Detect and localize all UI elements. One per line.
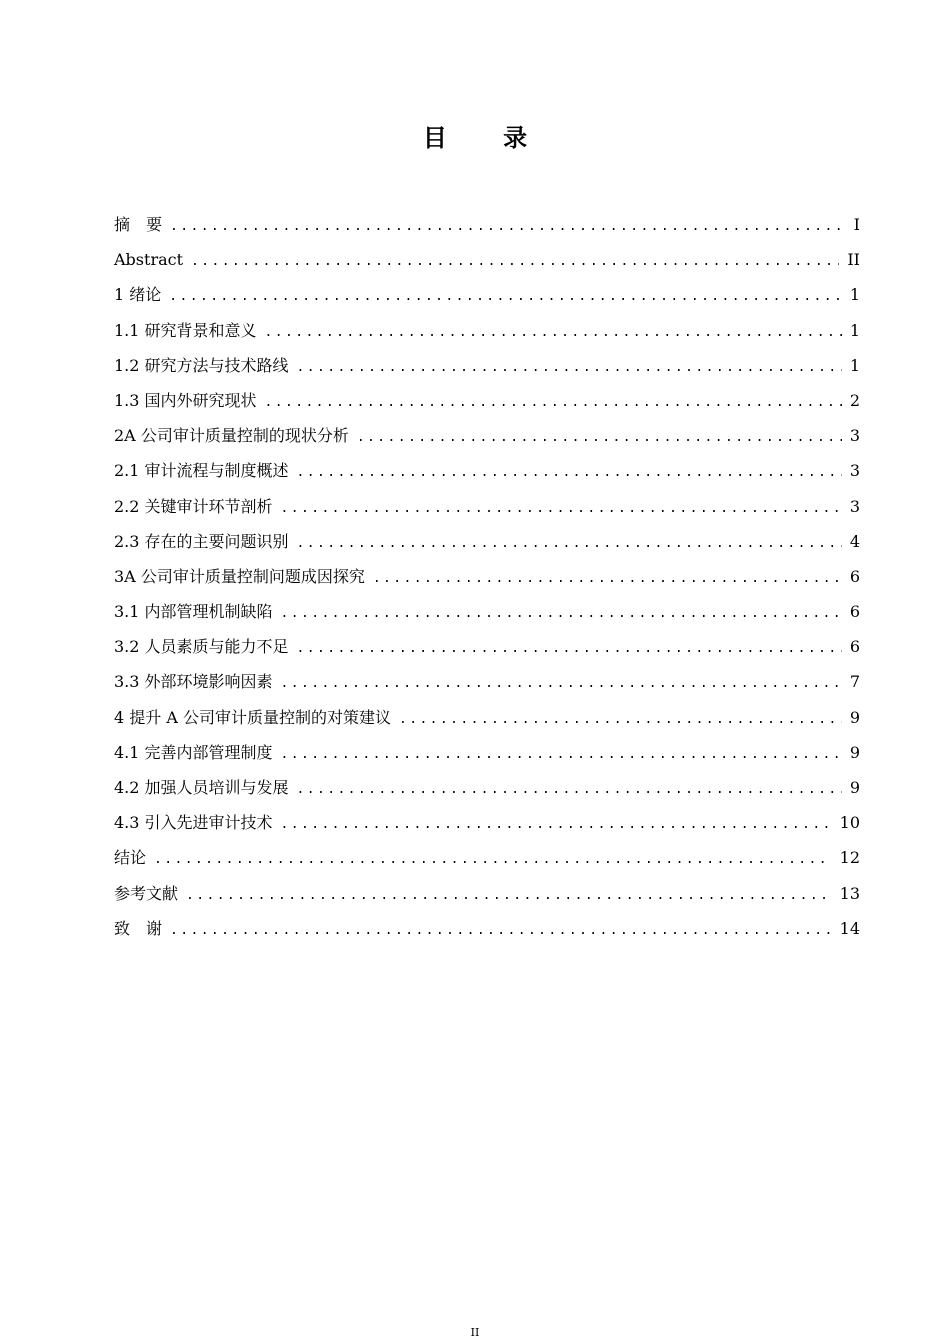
toc-entry-page: 1: [849, 285, 860, 305]
toc-entry-label: 4.3 引入先进审计技术: [114, 813, 273, 833]
toc-entry[interactable]: [114, 876, 860, 911]
toc-leader-dots: [297, 631, 842, 666]
toc-entry-label: 4 提升 A 公司审计质量控制的对策建议: [114, 707, 391, 727]
toc-entry-page: 7: [849, 672, 860, 692]
toc-leader-dots: [170, 913, 832, 948]
toc-leader-dots: [281, 666, 842, 701]
toc-entry-label: 2.3 存在的主要问题识别: [114, 531, 289, 551]
toc-entry[interactable]: [114, 629, 860, 664]
toc-entry-page: 9: [849, 778, 860, 797]
toc-entry-page: 10: [839, 813, 860, 833]
toc-entry[interactable]: [114, 735, 860, 770]
toc-entry-label: 1 绪论: [114, 285, 162, 305]
toc-entry-label: Abstract: [114, 250, 184, 270]
toc-entry[interactable]: [114, 313, 860, 348]
toc-leader-dots: [154, 842, 832, 877]
toc-leader-dots: [281, 596, 842, 631]
page-title: 目 录: [422, 123, 552, 152]
toc-entry-label: 1.3 国内外研究现状: [114, 390, 257, 410]
toc-entry-label: 致 谢: [114, 918, 163, 938]
toc-entry-label: 2.2 关键审计环节剖析: [114, 496, 273, 516]
toc-entry-label: 3.3 外部环境影响因素: [114, 672, 273, 692]
toc-entry[interactable]: [114, 664, 860, 699]
toc-entry[interactable]: [114, 840, 860, 875]
toc-leader-dots: [281, 807, 832, 842]
toc-entry-page: I: [853, 215, 860, 234]
toc-entry-label: 1.1 研究背景和意义: [114, 320, 257, 340]
toc-entry[interactable]: [114, 911, 860, 946]
toc-leader-dots: [281, 737, 842, 772]
toc-entry-page: 3: [849, 426, 860, 446]
toc-leader-dots: [297, 350, 842, 385]
toc-leader-dots: [191, 244, 839, 279]
page-number-footer: II: [470, 1326, 480, 1339]
toc-entry-page: 3: [849, 461, 860, 481]
toc-leader-dots: [297, 455, 842, 490]
toc-leader-dots: [265, 315, 842, 350]
toc-entry-label: 参考文献: [114, 883, 179, 903]
toc-entry-page: 14: [839, 918, 860, 938]
toc-entry[interactable]: [114, 559, 860, 594]
toc-entry-page: 12: [839, 848, 860, 868]
toc-entry[interactable]: [114, 453, 860, 488]
toc-entry[interactable]: [114, 277, 860, 312]
toc-entry-label: 2.1 审计流程与制度概述: [114, 461, 289, 481]
toc-entry[interactable]: [114, 700, 860, 735]
toc-entry-page: 4: [849, 531, 860, 551]
toc-entry-label: 4.1 完善内部管理制度: [114, 742, 273, 762]
toc-entry-page: 1: [849, 355, 860, 375]
toc-entry[interactable]: [114, 770, 860, 805]
toc-entry-page: 6: [849, 566, 860, 586]
toc-entry-label: 3A 公司审计质量控制问题成因探究: [114, 566, 365, 586]
toc-entry-label: 1.2 研究方法与技术路线: [114, 355, 289, 375]
toc-entry[interactable]: [114, 418, 860, 453]
toc-leader-dots: [399, 702, 842, 737]
toc-entry[interactable]: [114, 594, 860, 629]
toc-entry-label: 结论: [114, 848, 147, 868]
toc-entry-page: 6: [849, 602, 860, 622]
toc-leader-dots: [357, 420, 842, 455]
toc-leader-dots: [265, 385, 842, 420]
toc-entry-label: 3.2 人员素质与能力不足: [114, 637, 289, 657]
table-of-contents: [114, 207, 860, 946]
toc-entry[interactable]: [114, 805, 860, 840]
toc-leader-dots: [170, 209, 844, 244]
toc-entry-page: 3: [849, 496, 860, 516]
toc-leader-dots: [281, 491, 842, 526]
toc-leader-dots: [297, 772, 842, 807]
toc-entry[interactable]: [114, 207, 860, 242]
toc-entry-page: 2: [849, 390, 860, 410]
toc-leader-dots: [186, 878, 832, 913]
toc-leader-dots: [373, 561, 842, 596]
toc-entry-label: 2A 公司审计质量控制的现状分析: [114, 426, 349, 446]
toc-entry-page: II: [847, 250, 860, 270]
toc-entry-page: 6: [849, 637, 860, 657]
toc-leader-dots: [169, 279, 842, 314]
toc-entry-label: 4.2 加强人员培训与发展: [114, 778, 289, 797]
toc-entry-page: 1: [849, 320, 860, 340]
toc-entry-label: 摘 要: [114, 215, 163, 234]
toc-entry[interactable]: [114, 348, 860, 383]
toc-leader-dots: [297, 526, 842, 561]
toc-entry-page: 9: [849, 707, 860, 727]
toc-entry-label: 3.1 内部管理机制缺陷: [114, 602, 273, 622]
toc-entry[interactable]: [114, 383, 860, 418]
toc-entry[interactable]: [114, 524, 860, 559]
toc-entry-page: 13: [839, 883, 860, 903]
toc-entry[interactable]: [114, 242, 860, 277]
toc-entry-page: 9: [849, 742, 860, 762]
toc-entry[interactable]: [114, 489, 860, 524]
